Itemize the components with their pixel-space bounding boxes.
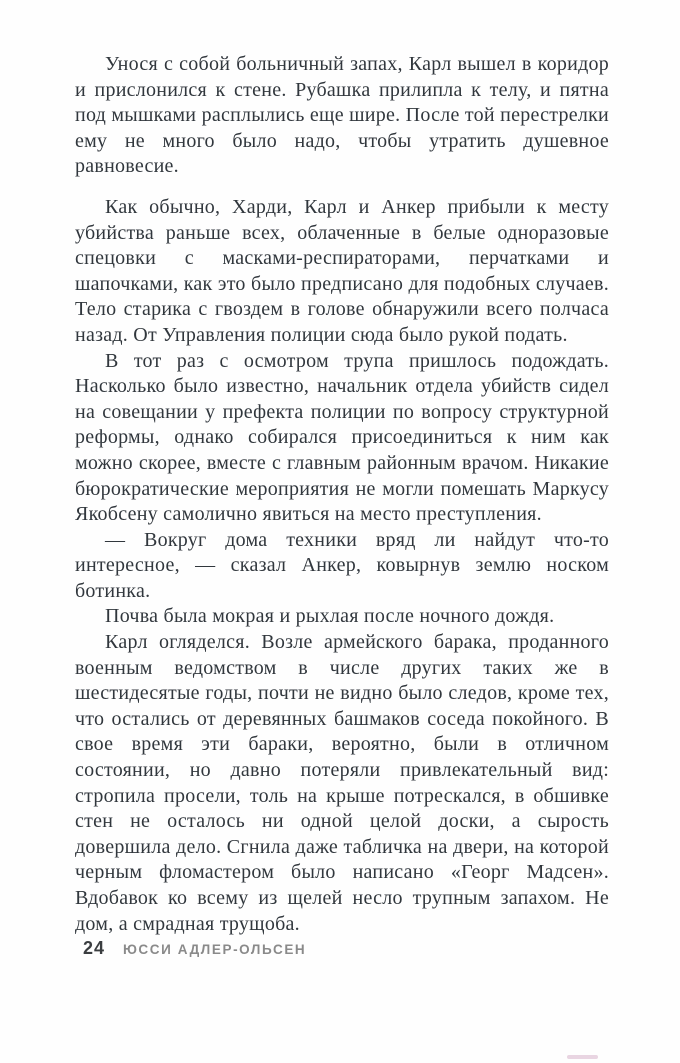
paragraph: — Вокруг дома техники вряд ли найдут что-то интересное, — сказал Анкер, ковырнув землю носком ботинка. bbox=[75, 528, 609, 602]
paragraph: В тот раз с осмотром трупа пришлось подождать. Насколько было известно, начальник отдела убийств сидел на совещании у префекта полиции по вопросу структурной реформы, однако собирался присоединиться к ним как можно скорее, вместе с главным районным врачом. Никакие бюрократические мероприятия не могли помешать Маркусу Якобсену самолично явиться на место преступления. bbox=[75, 349, 609, 526]
page-text bbox=[75, 52, 609, 937]
page-number: 24 bbox=[83, 938, 106, 958]
page-footer bbox=[83, 938, 306, 959]
paragraph: Почва была мокрая и рыхлая после ночного дождя. bbox=[105, 605, 555, 628]
paragraph: Унося с собой больничный запах, Карл вышел в коридор и прислонился к стене. Рубашка прилипла к телу, и пятна под мышками расплылись еще шире. После той перестрелки ему не много было надо, чтобы утратить душевное равновесие. bbox=[75, 53, 609, 178]
paragraph: Карл огляделся. Возле армейского барака, проданного военным ведомством в числе других таких же в шестидесятые годы, почти не видно было следов, кроме тех, что остались от деревянных башмаков соседа покойного. В свое время эти бараки, вероятно, были в отличном состоянии, но давно потеряли привлекательный вид: стропила просели, толь на крыше потрескался, в обшивке стен не осталось ни одной целой доски, а сырость довершила дело. Сгнила даже табличка на двери, на которой черным фломастером было написано «Георг Мадсен». Вдобавок ко всему из щелей несло трупным запахом. Не дом, а смрадная трущоба. bbox=[75, 631, 609, 935]
running-title-author: ЮССИ АДЛЕР-ОЛЬСЕН bbox=[123, 942, 307, 957]
paragraph: Как обычно, Харди, Карл и Анкер прибыли к месту убийства раньше всех, облаченные в белые одноразовые спецовки с масками-респираторами, перчатками и шапочками, как это было предписано для подобных случаев. Тело старика с гвоздем в голове обнаружили всего полчаса назад. От Управления полиции сюда было рукой подать. bbox=[75, 195, 609, 346]
progress-indicator bbox=[567, 1055, 598, 1059]
